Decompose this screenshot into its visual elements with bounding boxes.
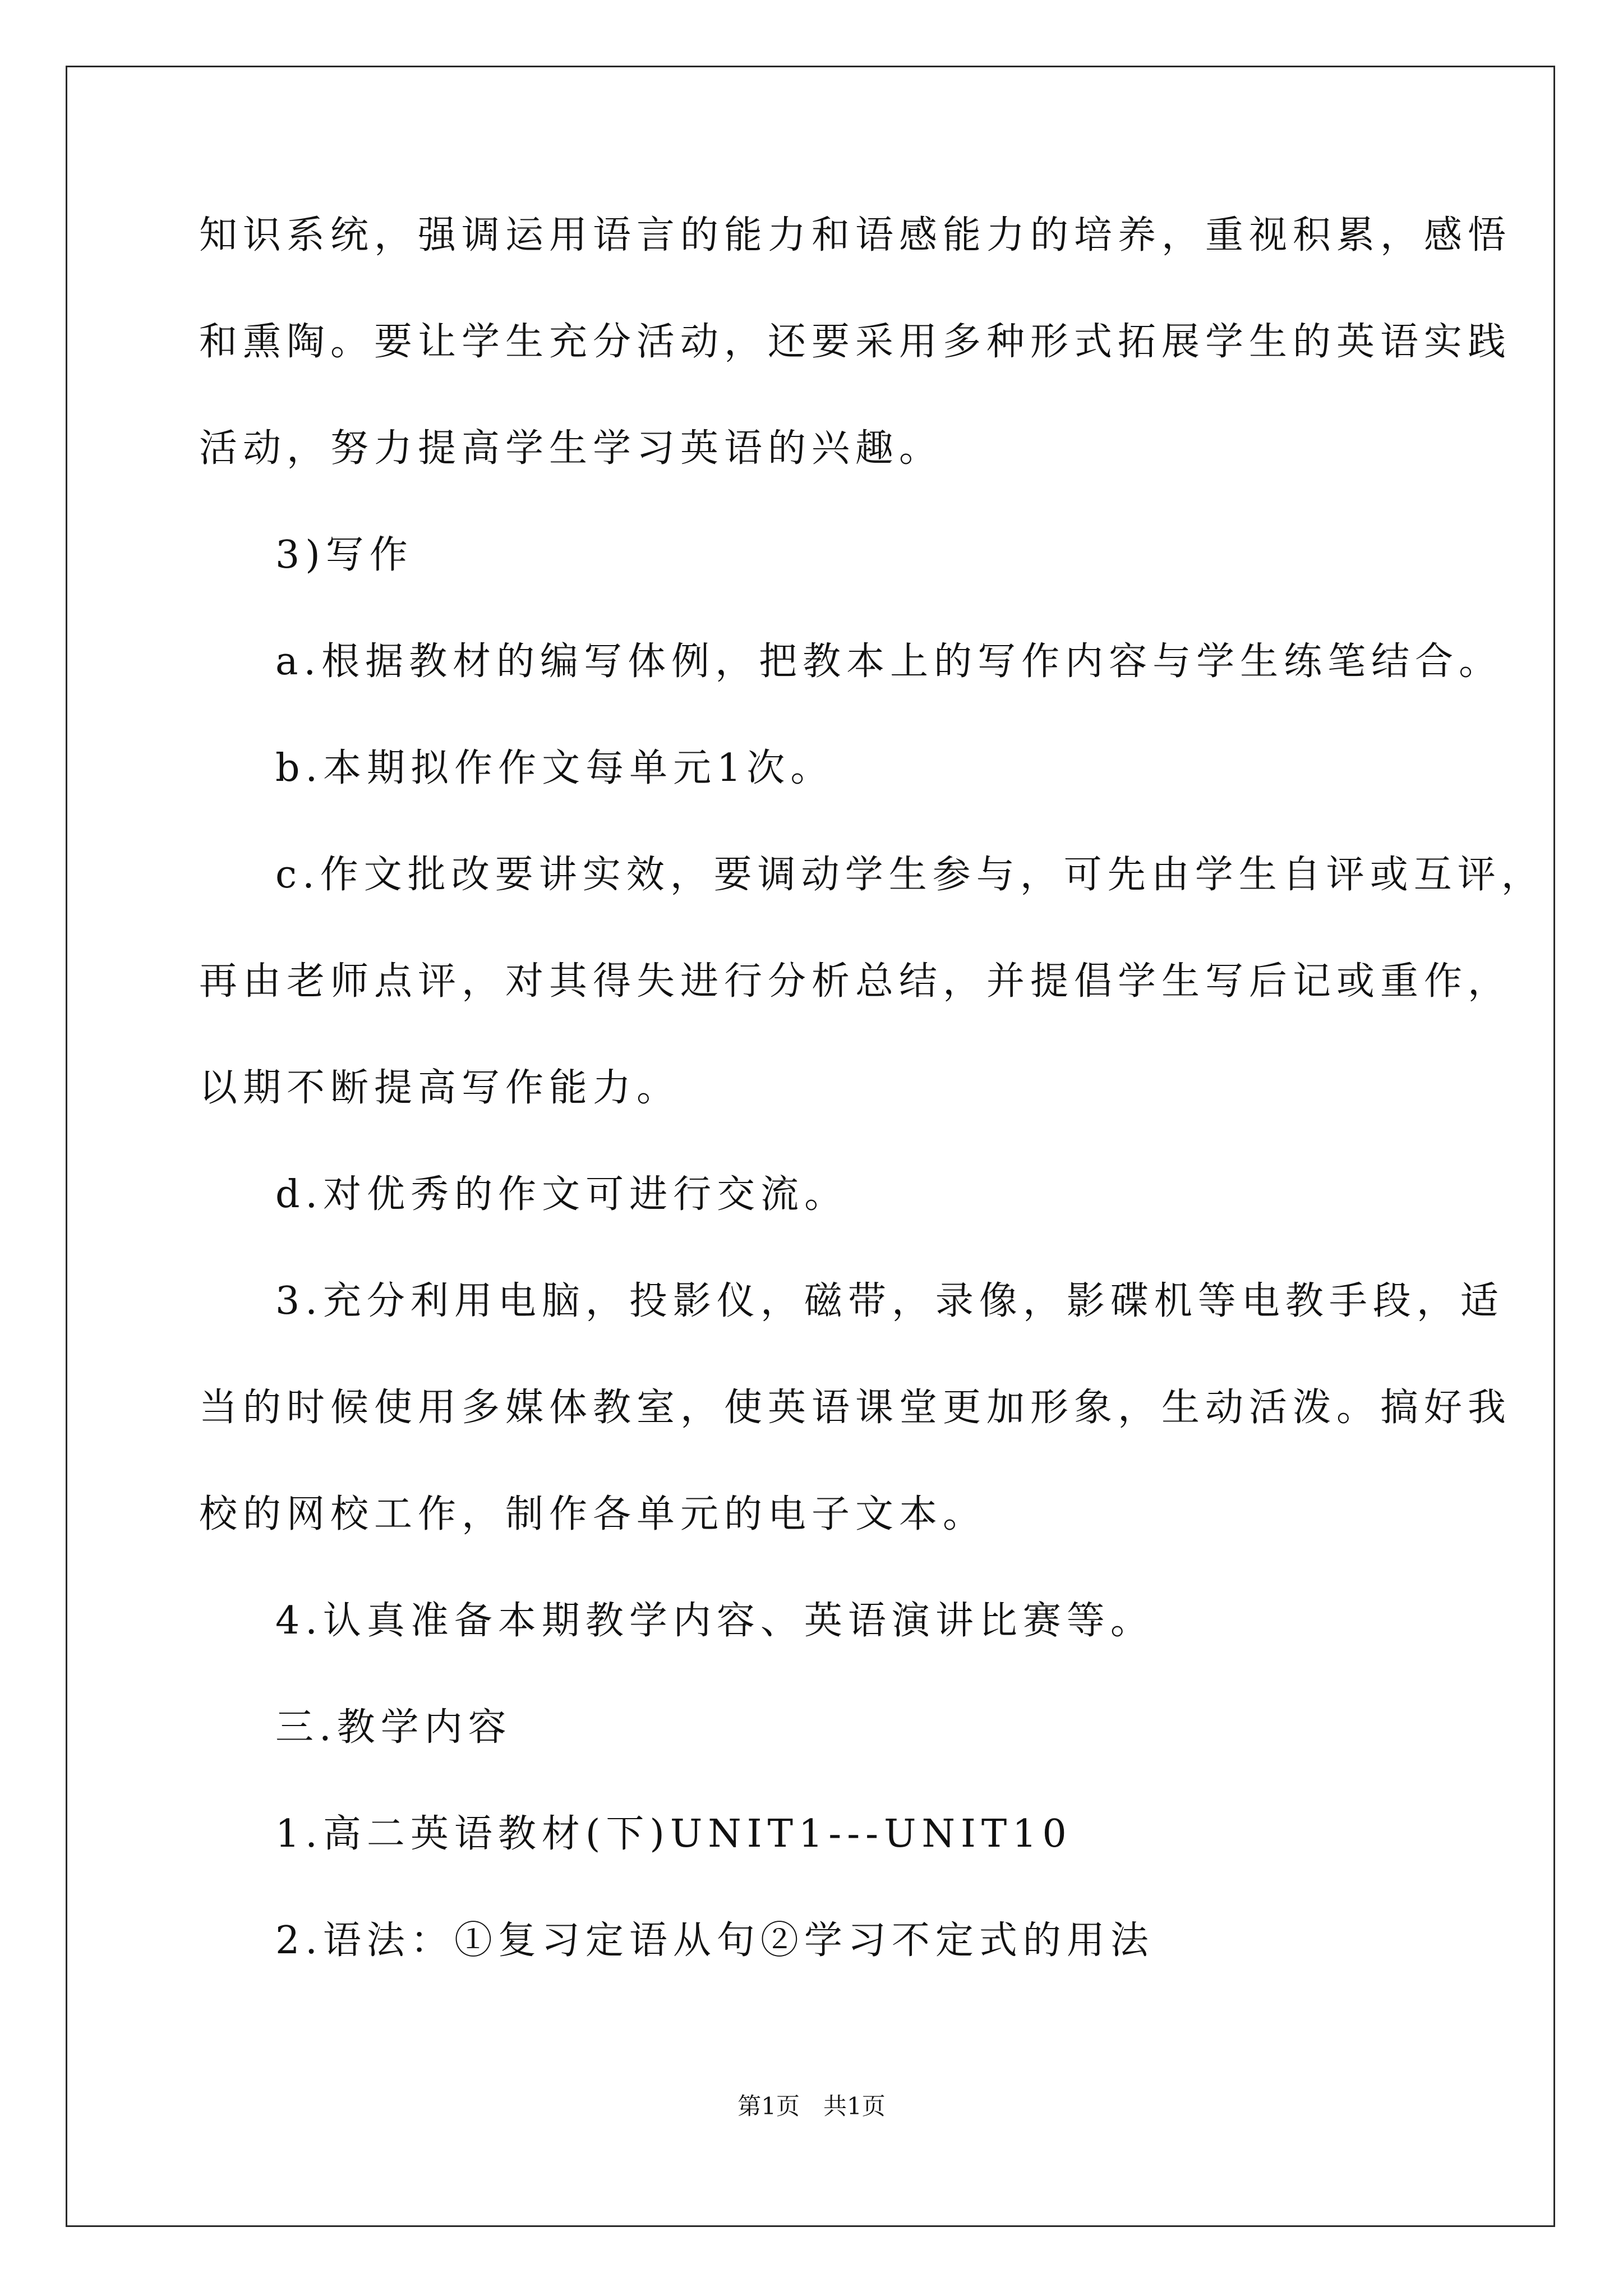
paragraph-line-2: 和熏陶。要让学生充分活动，还要采用多种形式拓展学生的英语实践: [199, 320, 1512, 364]
item-3-line-3: 校的网校工作，制作各单元的电子文本。: [199, 1492, 987, 1536]
writing-item-d: d.对优秀的作文可进行交流。: [275, 1172, 849, 1217]
page-footer: 第1页 共1页: [737, 2092, 886, 2120]
writing-item-c-line-2: 再由老师点评，对其得失进行分析总结，并提倡学生写后记或重作，: [199, 959, 1512, 1004]
item-3-line-2: 当的时候使用多媒体教室，使英语课堂更加形象，生动活泼。搞好我: [199, 1386, 1512, 1430]
writing-item-a: a.根据教材的编写体例，把教本上的写作内容与学生练笔结合。: [275, 639, 1503, 684]
page-border: [66, 66, 1555, 2227]
writing-item-b: b.本期拟作作文每单元1次。: [275, 746, 834, 790]
writing-item-c-line-1: c.作文批改要讲实效，要调动学生参与，可先由学生自评或互评，: [275, 853, 1545, 897]
content-item-2: 2.语法：①复习定语从句②学习不定式的用法: [275, 1918, 1154, 1963]
section-heading: 三.教学内容: [275, 1705, 512, 1750]
content-item-1: 1.高二英语教材(下)UNIT1---UNIT10: [275, 1812, 1072, 1856]
paragraph-line-3: 活动，努力提高学生学习英语的兴趣。: [199, 426, 943, 471]
item-4: 4.认真准备本期教学内容、英语演讲比赛等。: [275, 1599, 1154, 1643]
writing-heading: 3)写作: [275, 533, 413, 577]
item-3-line-1: 3.充分利用电脑，投影仪，磁带，录像，影碟机等电教手段，适: [275, 1279, 1504, 1323]
writing-item-c-line-3: 以期不断提高写作能力。: [199, 1066, 681, 1110]
paragraph-line-1: 知识系统，强调运用语言的能力和语感能力的培养，重视积累，感悟: [199, 213, 1512, 257]
